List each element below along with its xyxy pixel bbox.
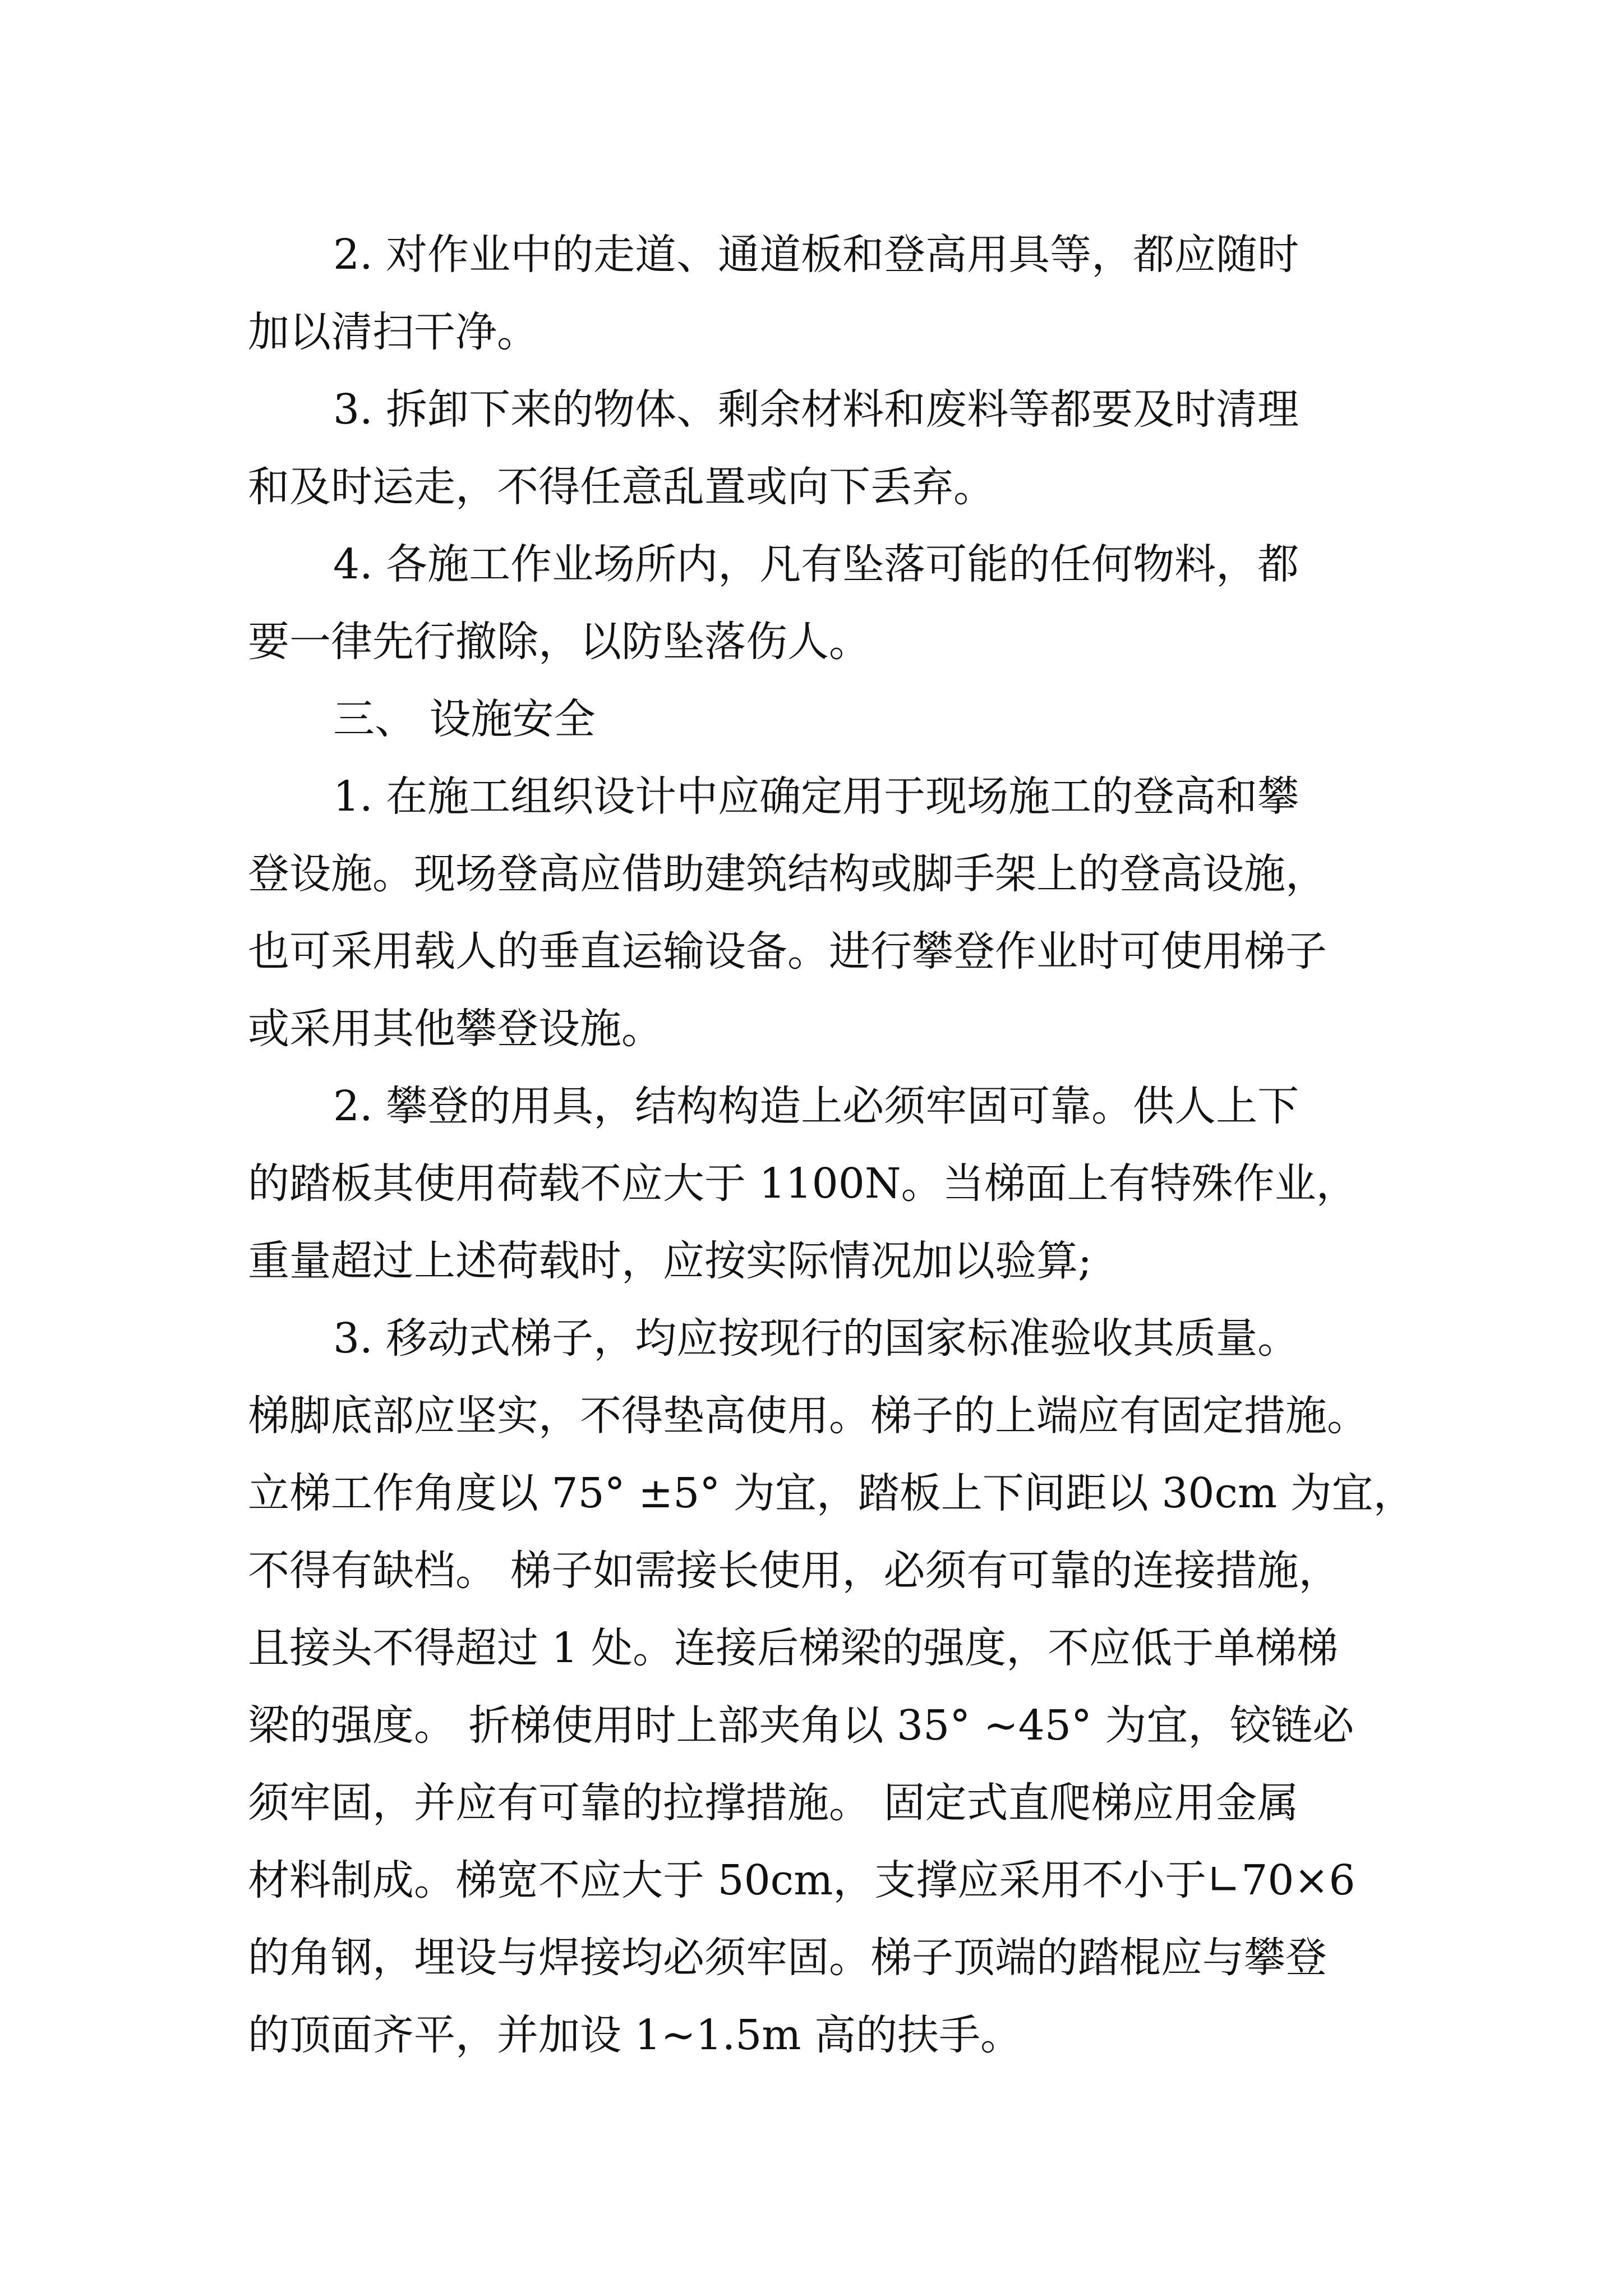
paragraph-item-4 [248,526,1375,680]
paragraph-line: 3. 拆卸下来的物体、剩余材料和废料等都要及时清理 [333,385,1299,434]
paragraph-line: 立梯工作角度以 75° ±5° 为宜，踏板上下间距以 30cm 为宜， [248,1469,1415,1517]
paragraph-line: 登设施。现场登高应借助建筑结构或脚手架上的登高设施， [248,850,1327,898]
paragraph-line: 梁的强度。 折梯使用时上部夹角以 35° ~45° 为宜，铰链必 [248,1701,1354,1750]
paragraph-line: 也可采用载人的垂直运输设备。进行攀登作业时可使用梯子 [248,927,1327,976]
paragraph-item-2 [248,216,1375,371]
paragraph-line: 的踏板其使用荷载不应大于 1100N。当梯面上有特殊作业， [248,1159,1358,1208]
paragraph-line: 和及时运走，不得任意乱置或向下丢弃。 [248,463,995,511]
paragraph-line: 1. 在施工组织设计中应确定用于现场施工的登高和攀 [333,772,1299,821]
paragraph-line: 材料制成。梯宽不应大于 50cm，支撑应采用不小于∟70×6 [248,1856,1355,1904]
paragraph-line: 须牢固，并应有可靠的拉撑措施。 固定式直爬梯应用金属 [248,1779,1299,1827]
paragraph-line: 且接头不得超过 1 处。连接后梯梁的强度，不应低于单梯梯 [248,1624,1339,1672]
paragraph-line: 2. 攀登的用具，结构构造上必须牢固可靠。供人上下 [333,1082,1299,1130]
section-heading-text: 三、 设施安全 [333,695,596,743]
paragraph-line: 的角钢，埋设与焊接均必须牢固。梯子顶端的踏棍应与攀登 [248,1934,1327,1982]
paragraph-line: 或采用其他攀登设施。 [248,1005,663,1053]
paragraph-line: 加以清扫干净。 [248,308,538,356]
paragraph-item-3 [248,371,1375,526]
paragraph-line: 要一律先行撤除，以防坠落伤人。 [248,618,870,666]
paragraph-line: 4. 各施工作业场所内，凡有坠落可能的任何物料，都 [333,540,1299,588]
paragraph-line: 不得有缺档。 梯子如需接长使用，必须有可靠的连接措施， [248,1547,1340,1595]
paragraph-facility-3 [248,1300,1415,2074]
paragraph-line: 3. 移动式梯子，均应按现行的国家标准验收其质量。 [333,1314,1299,1363]
section-heading [248,680,1375,758]
paragraph-line: 梯脚底部应坚实，不得垫高使用。梯子的上端应有固定措施。 [248,1392,1368,1440]
paragraph-line: 重量超过上述荷载时，应按实际情况加以验算; [248,1237,1092,1285]
paragraph-line: 2. 对作业中的走道、通道板和登高用具等，都应随时 [333,231,1299,279]
paragraph-line: 的顶面齐平，并加设 1~1.5m 高的扶手。 [248,2011,1022,2059]
paragraph-facility-1 [248,758,1375,1068]
paragraph-facility-2 [248,1068,1375,1300]
document-body [248,216,1415,2074]
